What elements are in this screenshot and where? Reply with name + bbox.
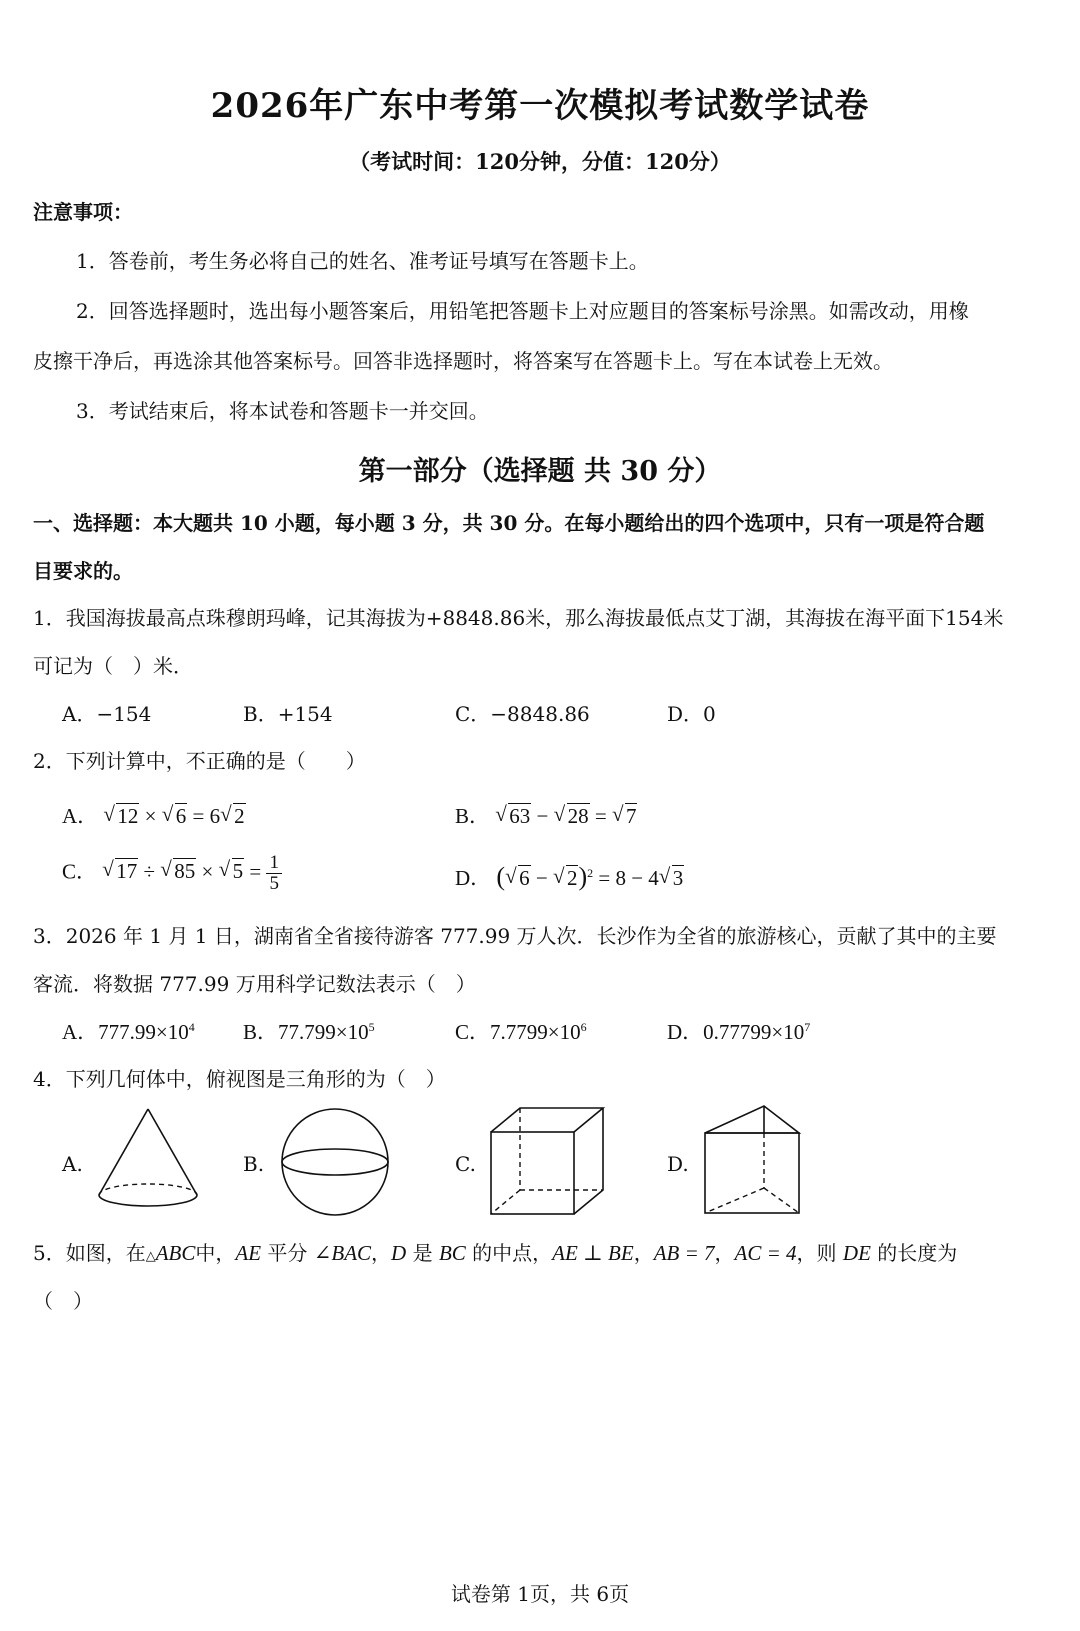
notice-heading: 注意事项： (33, 200, 133, 224)
q4-option-d-label: D. (667, 1152, 689, 1176)
radical: √ 85 (162, 859, 196, 884)
option-label: B． (455, 804, 491, 828)
page-footer: 试卷第 1页，共 6页 (450, 1582, 630, 1606)
q3-option-c: C．$7.7799\times 10^6$ (455, 1020, 587, 1044)
q4-stem: 4．下列几何体中，俯视图是三角形的为（ ） (33, 1067, 446, 1091)
radical: √ 63 (497, 804, 531, 829)
part1-title: 第一部分（选择题 共 30 分） (358, 456, 722, 487)
part1-instruction: 一、选择题：本大题共 10 小题，每小题 3 分，共 30 分。在每小题给出的四个选项中，只有一项是符合题 (33, 511, 985, 535)
exam-info: （考试时间：120分钟，分值：120分） (349, 149, 731, 174)
q2-option-b: B． √ 63 − √ 28 = √ 7 (455, 800, 637, 830)
q1-option-b: B．+154 (243, 702, 333, 726)
notice-item-2: 2．回答选择题时，选出每小题答案后，用铅笔把答题卡上对应题目的答案标号涂黑。如需改动，用橡 (76, 299, 969, 323)
notice-item-1: 1．答卷前，考生务必将自己的姓名、准考证号填写在答题卡上。 (76, 249, 649, 273)
radical: √ 17 (104, 859, 138, 884)
radical: √ 6 (164, 804, 188, 829)
option-label: C． (62, 859, 98, 884)
notice-item-2-cont: 皮擦干净后，再选涂其他答案标号。回答非选择题时，将答案写在答题卡上。写在本试卷上无效。 (33, 349, 893, 373)
q3-stem-cont: 客流．将数据 777.99 万用科学记数法表示（ ） (33, 972, 476, 996)
radical: √ 2 (222, 804, 246, 829)
radical: √ 12 (105, 804, 139, 829)
page-title: 2026年广东中考第一次模拟考试数学试卷 (210, 86, 870, 126)
q2-option-a: A． √ 12 × √ 6 = 6√ 2 (62, 800, 246, 830)
radical: √ 7 (614, 804, 638, 829)
q5-answer-paren: （ ） (33, 1289, 93, 1313)
q3-option-d: D．$0.77799\times 10^7$ (667, 1020, 811, 1044)
cone-figure (95, 1105, 201, 1210)
q3-stem: 3．2026 年 1 月 1 日，湖南省全省接待游客 777.99 万人次．长沙作为全省的旅游核心，贡献了其中的主要 (33, 924, 997, 948)
q5-stem: 5．如图，在△ABC中，AE 平分 ∠BAC，D 是 BC 的中点，AE ⊥ BE，AB = 7，AC = 4，则 DE 的长度为 (33, 1241, 958, 1265)
radical: √ 28 (556, 804, 590, 829)
fraction: $\frac{1}{5}$ (266, 853, 282, 894)
q2-option-c: C． √ 17 ÷ √ 85 × √ 5 = $\frac{1}{5}$ (62, 853, 282, 894)
q1-stem: 1．我国海拔最高点珠穆朗玛峰，记其海拔为+8848.86米，那么海拔最低点艾丁湖，其海拔在海平面下154米 (33, 606, 1004, 630)
q2-stem: 2．下列计算中，不正确的是（ ） (33, 749, 366, 773)
q4-option-a-label: A. (62, 1152, 83, 1176)
sphere-figure (276, 1105, 394, 1217)
radical: √ 5 (221, 859, 245, 884)
option-label: A． (62, 804, 99, 828)
q1-option-d: D．0 (667, 702, 716, 726)
q1-stem-cont: 可记为（ ）米． (33, 654, 193, 678)
cube-figure (488, 1105, 608, 1217)
q3-option-a: A．$777.99\times 10^4$ (62, 1020, 195, 1044)
q3-option-b: B．$77.799\times 10^5$ (243, 1020, 375, 1044)
part1-instruction-cont: 目要求的。 (33, 559, 133, 583)
radical: √ 6 (507, 866, 531, 891)
q1-option-a: A．−154 (62, 702, 152, 726)
option-label: D． (455, 866, 492, 890)
q4-option-b-label: B. (243, 1152, 265, 1176)
radical: √ 2 (555, 866, 579, 891)
radical: √ 3 (661, 866, 685, 891)
q4-option-c-label: C. (455, 1152, 476, 1176)
prism-figure (702, 1103, 804, 1217)
notice-item-3: 3．考试结束后，将本试卷和答题卡一并交回。 (76, 399, 489, 423)
q2-option-d: D． (√ 6 − √ 2)$^2$ = 8 − 4√ 3 (455, 862, 684, 892)
q1-option-c: C．−8848.86 (455, 702, 590, 726)
